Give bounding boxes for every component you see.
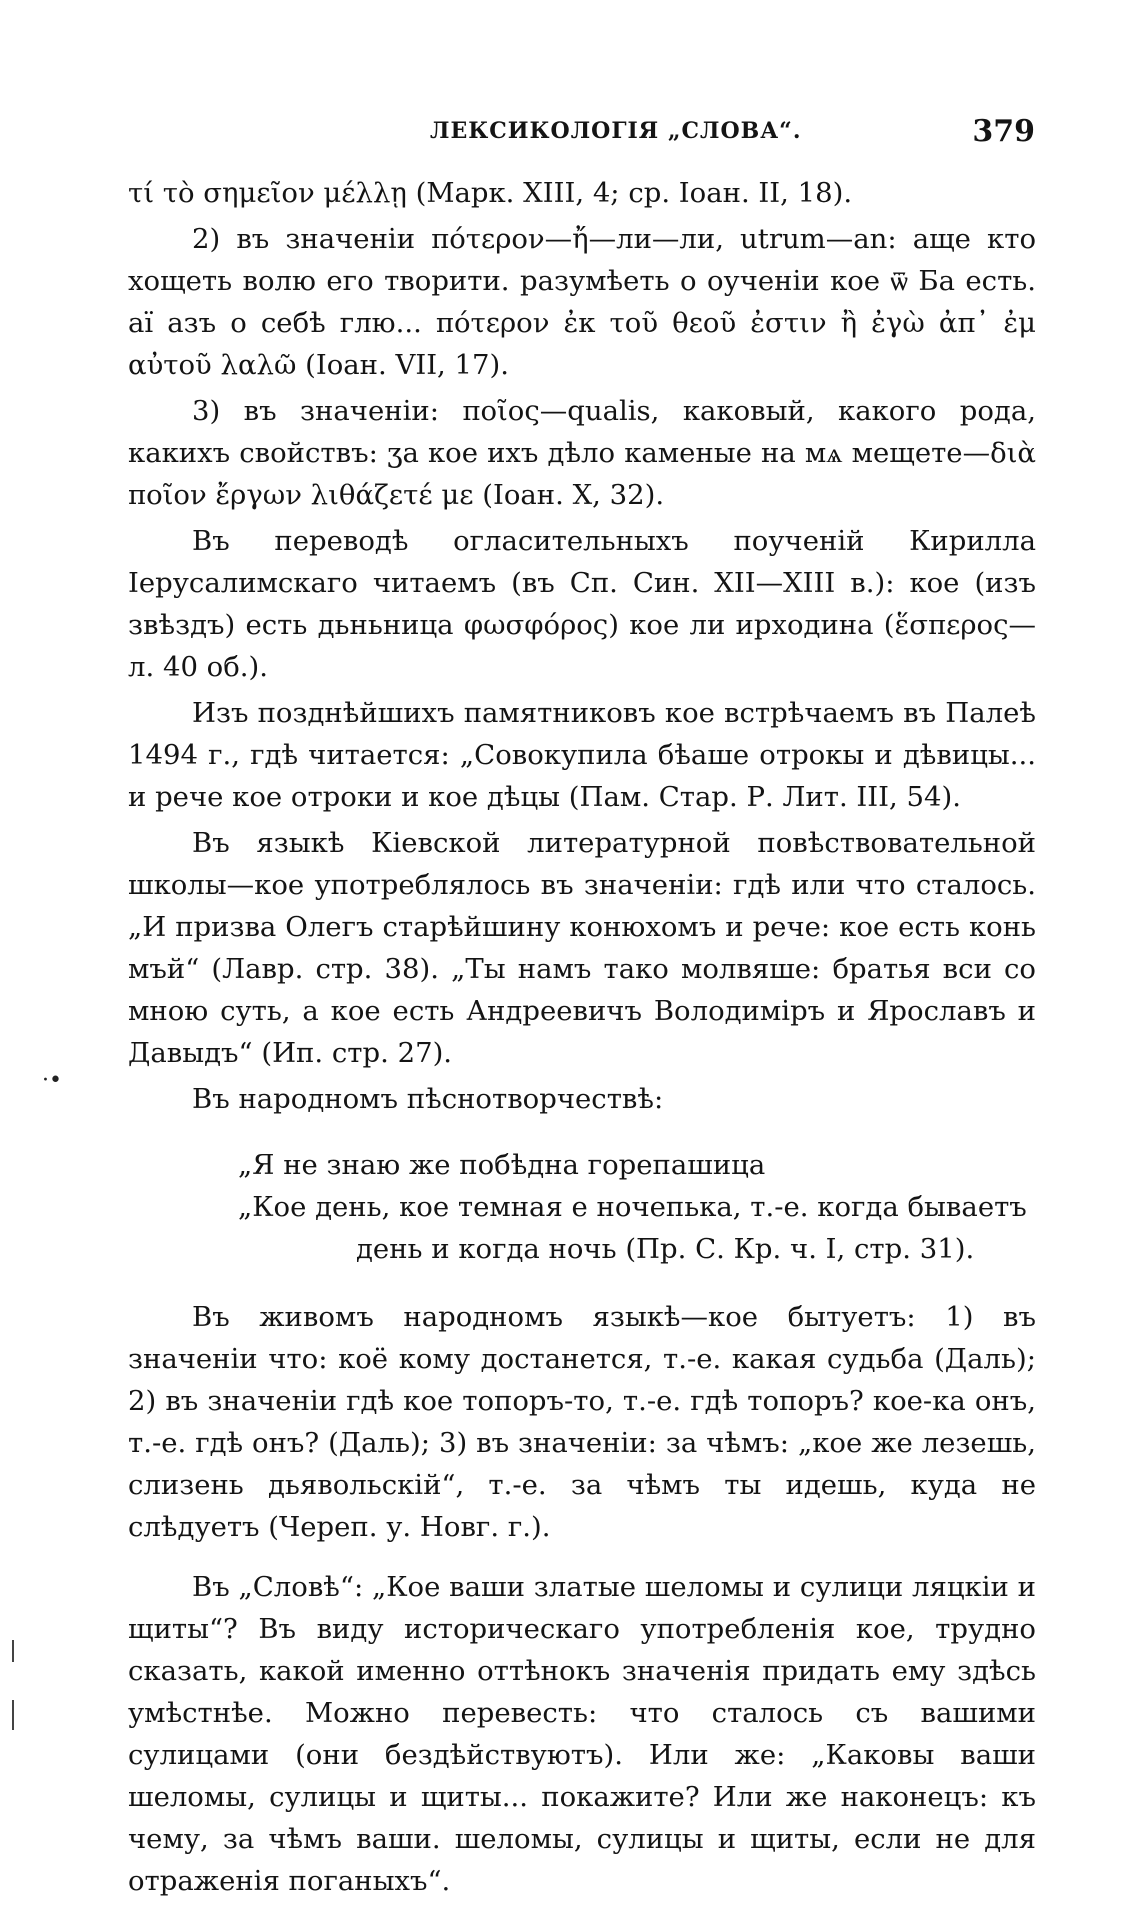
- paragraph: Изъ позднѣйшихъ памятниковъ кое встрѣчаемъ въ Палеѣ 1494 г., гдѣ читается: „Совокупила бѣаше отрокы и дѣвицы... и рече кое отроки и кое дѣцы (Пам. Стар. Р. Лит. III, 54).: [128, 697, 1036, 813]
- body-text: [128, 172, 1036, 1906]
- running-head-title: ЛЕКСИКОЛОГІЯ „СЛОВА“.: [430, 118, 802, 144]
- paragraph: τί τὸ σημεῖον μέλλῃ (Марк. XIII, 4; ср. Іоан. II, 18).: [128, 177, 853, 209]
- running-head: [130, 114, 1035, 158]
- paragraph: 3) въ значеніи: ποῖος—qualis, каковый, какого рода, какихъ свойствъ: ʒа кое ихъ дѣло каменые на мѧ мещете—διὰ ποῖον ἔργων λιθάζετέ με (Іоан. X, 32).: [128, 395, 1036, 511]
- edge-tick: [12, 1700, 14, 1730]
- paragraph: Въ переводѣ огласительныхъ поученій Кирилла Іерусалимскаго читаемъ (въ Сп. Син. XII—XIII в.): кое (изъ звѣздъ) есть дьньница φωσφόρος) кое ли ирходина (ἕσπερος—л. 40 об.).: [128, 525, 1036, 683]
- verse-line: день и когда ночь (Пр. С. Кр. ч. I, стр. 31).: [356, 1233, 975, 1265]
- edge-tick: [12, 1640, 14, 1662]
- paragraph: Въ языкѣ Кіевской литературной повѣствовательной школы—кое употреблялось въ значеніи: гдѣ или что сталось. „И призва Олегъ старѣйшину конюхомъ и рече: кое есть конь мъй“ (Лавр. стр. 38). „Ты намъ тако молвяше: братья вси со мною суть, а кое есть Андреевичъ Володиміръ и Ярославъ и Давыдъ“ (Ип. стр. 27).: [128, 827, 1036, 1069]
- paragraph-gap: [128, 1552, 1036, 1566]
- paragraph: Въ „Словѣ“: „Кое ваши златые шеломы и сулици ляцкіи и щиты“? Въ виду историческаго употребленія кое, трудно сказать, какой именно оттѣнокъ значенія придать ему здѣсь умѣстнѣе. Можно перевесть: что сталось съ вашими сулицами (они бездѣйствуютъ). Или же: „Каковы ваши шеломы, сулицы и щиты... покажите? Или же наконецъ: къ чему, за чѣмъ ваши. шеломы, сулицы и щиты, если не для отраженія поганыхъ“.: [128, 1571, 1036, 1897]
- paragraph: Въ народномъ пѣснотворчествѣ:: [192, 1083, 664, 1115]
- verse-line: „Кое день, кое темная е ночепька, т.-е. когда бываетъ: [238, 1191, 1027, 1223]
- margin-mark: ·•: [42, 1068, 62, 1093]
- paragraph: Въ живомъ народномъ языкѣ—кое бытуетъ: 1) въ значеніи что: коё кому достанется, т.-е. какая судьба (Даль); 2) въ значеніи гдѣ кое топоръ-то, т.-е. гдѣ топоръ? кое-ка онъ, т.-е. гдѣ онъ? (Даль); 3) въ значеніи: за чѣмъ: „кое же лезешь, слизень дьявольскій“, т.-е. за чѣмъ ты идешь, куда не слѣдуетъ (Череп. у. Новг. г.).: [128, 1301, 1036, 1543]
- verse-line: „Я не знаю же побѣдна горепашица: [238, 1149, 766, 1181]
- paragraph: 2) въ значеніи πότερον—ἤ—ли—ли, utrum—an: аще кто хощеть волю его творити. разумѣеть о оученіи кое ѿ Ба есть. аї азъ о себѣ глю... πότερον ἐκ τοῦ θεοῦ ἐστιν ἢ ἐγὼ ἀπ᾿ ἐμ αὐτοῦ λαλῶ (Іоан. VII, 17).: [128, 223, 1036, 381]
- verse-quote: [238, 1144, 1038, 1270]
- page-number: 379: [972, 114, 1035, 149]
